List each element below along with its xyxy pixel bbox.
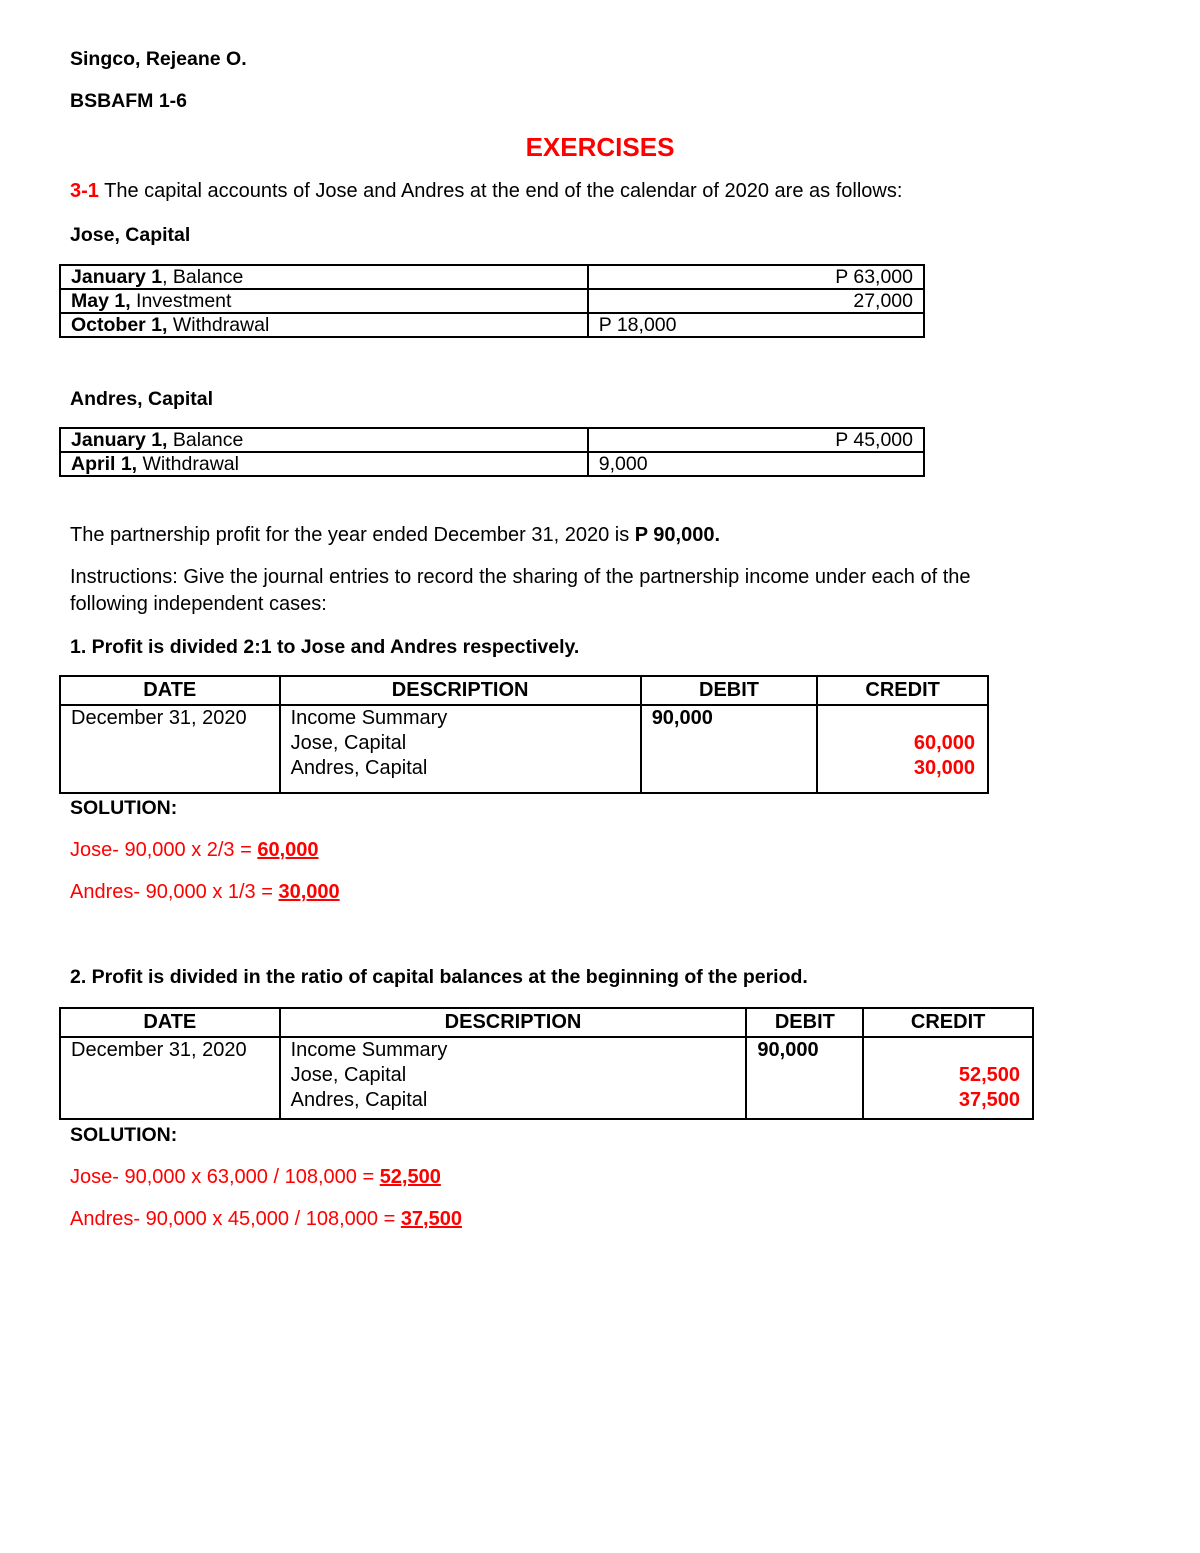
- column-header-credit: CREDIT: [863, 1008, 1033, 1037]
- column-header-date: DATE: [60, 1008, 280, 1037]
- column-header-description: DESCRIPTION: [280, 1008, 747, 1037]
- table-row: [60, 428, 924, 452]
- problem-statement: [70, 180, 902, 203]
- profit-amount: P 90,000.: [634, 524, 721, 546]
- entry-credit: 60,000 30,000: [817, 705, 988, 793]
- page-title: EXERCISES: [525, 132, 675, 162]
- column-header-description: DESCRIPTION: [280, 676, 641, 705]
- table-row: [60, 313, 924, 337]
- entry-debit: 90,000: [746, 1037, 863, 1119]
- case2-solution-jose: Jose- 90,000 x 63,000 / 108,000 = 52,500: [70, 1166, 441, 1188]
- entry-date: December 31, 2020: [60, 1037, 280, 1119]
- case2-title: 2. Profit is divided in the ratio of capital balances at the beginning of the period.: [70, 966, 808, 988]
- jose-capital-heading: Jose, Capital: [70, 224, 191, 246]
- student-section: BSBAFM 1-6: [70, 90, 188, 112]
- case1-title: 1. Profit is divided 2:1 to Jose and Andres respectively.: [70, 636, 580, 658]
- table-header-row: [60, 1008, 1033, 1037]
- account-entry: [60, 313, 588, 337]
- table-row: [60, 265, 924, 289]
- entry-date: May 1,: [71, 290, 131, 312]
- column-header-debit: DEBIT: [746, 1008, 863, 1037]
- problem-number: 3-1: [70, 180, 99, 202]
- jose-capital-table: [59, 264, 925, 338]
- column-header-credit: CREDIT: [817, 676, 988, 705]
- entry-description: Investment: [136, 290, 232, 312]
- andres-capital-heading: Andres, Capital: [70, 388, 214, 410]
- case2-solution-label: SOLUTION:: [70, 1124, 178, 1146]
- entry-description: Income Summary Jose, Capital Andres, Capital: [280, 1037, 747, 1119]
- account-entry: [60, 428, 588, 452]
- account-entry: [60, 452, 588, 476]
- entry-debit: 90,000: [641, 705, 818, 793]
- entry-amount: P 63,000: [588, 265, 924, 289]
- account-entry: [60, 289, 588, 313]
- entry-date: December 31, 2020: [60, 705, 280, 793]
- column-header-debit: DEBIT: [641, 676, 818, 705]
- problem-text: The capital accounts of Jose and Andres at the end of the calendar of 2020 are as follows:: [98, 180, 903, 202]
- student-name: Singco, Rejeane O.: [70, 48, 247, 70]
- table-row: [60, 452, 924, 476]
- table-row: [60, 1037, 1033, 1119]
- entry-amount: P 45,000: [588, 428, 924, 452]
- column-header-date: DATE: [60, 676, 280, 705]
- profit-statement: The partnership profit for the year ended December 31, 2020 is P 90,000.: [70, 524, 721, 546]
- entry-description: Withdrawal: [172, 314, 270, 336]
- account-entry: January 1, Balance: [60, 265, 588, 289]
- entry-description: Balance: [172, 429, 244, 451]
- case1-solution-label: SOLUTION:: [70, 797, 178, 819]
- case2-journal-table: [59, 1007, 1034, 1120]
- solution-result: 52,500: [379, 1166, 441, 1188]
- case2-solution-andres: Andres- 90,000 x 45,000 / 108,000 = 37,500: [70, 1208, 462, 1230]
- solution-result: 60,000: [257, 839, 319, 861]
- entry-description: Withdrawal: [142, 453, 239, 475]
- entry-credit: 52,500 37,500: [863, 1037, 1033, 1119]
- instructions-line-2: following independent cases:: [70, 593, 327, 615]
- entry-date: April 1,: [71, 453, 138, 475]
- entry-description: Income Summary Jose, Capital Andres, Capital: [280, 705, 641, 793]
- andres-capital-table: [59, 427, 925, 477]
- table-header-row: [60, 676, 988, 705]
- entry-date: October 1,: [71, 314, 168, 336]
- table-row: [60, 289, 924, 313]
- entry-amount: 9,000: [588, 452, 924, 476]
- case1-solution-jose: Jose- 90,000 x 2/3 = 60,000: [70, 839, 319, 861]
- case1-solution-andres: Andres- 90,000 x 1/3 = 30,000: [70, 881, 340, 903]
- case1-journal-table: [59, 675, 989, 794]
- entry-amount: P 18,000: [588, 313, 924, 337]
- table-row: [60, 705, 988, 793]
- entry-description: Balance: [172, 266, 244, 288]
- instructions-line-1: Instructions: Give the journal entries to record the sharing of the partnership income under each of the: [70, 566, 971, 588]
- entry-date: January 1: [71, 266, 163, 288]
- solution-result: 30,000: [278, 881, 340, 903]
- entry-date: January 1,: [71, 429, 168, 451]
- entry-amount: 27,000: [588, 289, 924, 313]
- solution-result: 37,500: [400, 1208, 462, 1230]
